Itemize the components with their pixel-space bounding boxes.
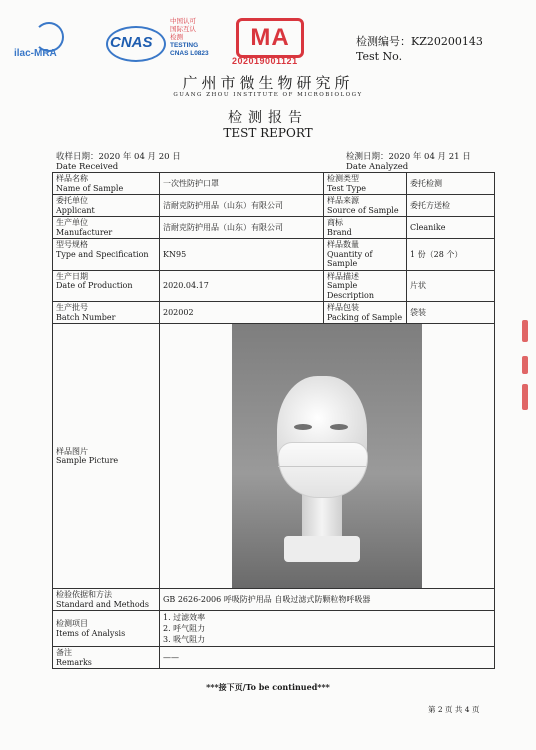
remarks-label-en: Remarks (56, 657, 92, 667)
sample-info-table (52, 172, 495, 669)
description-label-en: Sample Description (327, 281, 374, 300)
label-cell (53, 324, 160, 589)
applicant-value: 洁耐克防护用品（山东）有限公司 (160, 195, 324, 217)
standard-value: GB 2626-2006 呼吸防护用品 自吸过滤式防颗粒物呼吸器 (160, 589, 495, 611)
label-cell (324, 217, 407, 239)
label-cell (324, 173, 407, 195)
table-row (53, 217, 495, 239)
picture-label-en: Sample Picture (56, 456, 119, 465)
remarks-label-cn: 备注 (56, 648, 72, 657)
cnas-logo (106, 22, 166, 62)
type-label-en: Type and Specification (56, 249, 149, 259)
stamp-fragment (522, 356, 528, 374)
items-label-en: Items of Analysis (56, 628, 126, 638)
report-number-value: KZ20200143 (411, 35, 483, 48)
standard-label-en: Standard and Methods (56, 599, 149, 609)
test-type-value: 委托检测 (407, 173, 495, 195)
manufacturer-value: 洁耐克防护用品（山东）有限公司 (160, 217, 324, 239)
label-cell (53, 611, 160, 647)
stamp-fragment (522, 384, 528, 410)
items-label-cn: 检测项目 (56, 619, 88, 628)
institute-name-en: GUANG ZHOU INSTITUTE OF MICROBIOLOGY (173, 92, 363, 98)
source-label-cn: 样品来源 (327, 196, 359, 205)
report-title-en: TEST REPORT (223, 126, 313, 140)
table-row (53, 302, 495, 324)
label-cell (324, 239, 407, 271)
cma-number: 202019001121 (232, 56, 298, 66)
analysis-item: 3. 吸气阻力 (163, 635, 206, 644)
brand-label-cn: 商标 (327, 218, 343, 227)
continued-note: ***接下页/To be continued*** (206, 682, 330, 692)
type-label-cn: 型号规格 (56, 240, 88, 249)
type-value: KN95 (160, 239, 324, 271)
label-cell (53, 270, 160, 302)
sample-name-label-en: Name of Sample (56, 183, 124, 193)
institute-name-cn: 广州市微生物研究所 (182, 74, 354, 92)
cnas-info-line: 中国认可 (170, 18, 196, 25)
mannequin-eye (294, 424, 312, 430)
ilac-logo-text: ilac-MRA (14, 48, 57, 59)
brand-label-en: Brand (327, 227, 352, 237)
manufacturer-label-cn: 生产单位 (56, 218, 88, 227)
date-analyzed-en: Date Analyzed (346, 162, 409, 172)
date-analyzed (346, 152, 471, 172)
analysis-item: 2. 呼气阻力 (163, 624, 206, 633)
batch-value: 202002 (160, 302, 324, 324)
applicant-label-cn: 委托单位 (56, 196, 88, 205)
mannequin-neck (302, 492, 342, 542)
batch-label-en: Batch Number (56, 312, 116, 322)
cma-logo (232, 18, 304, 68)
label-cell (324, 270, 407, 302)
date-received-cn: 收样日期：2020 年 04 月 20 日 (56, 152, 181, 162)
cnas-info-line: 国际互认 (170, 26, 196, 33)
test-type-label-cn: 检测类型 (327, 174, 359, 183)
source-value: 委托方送检 (407, 195, 495, 217)
prod-date-label-cn: 生产日期 (56, 271, 88, 281)
applicant-label-en: Applicant (56, 205, 95, 215)
standard-label-cn: 检验依据和方法 (56, 590, 112, 599)
label-cell (324, 302, 407, 324)
brand-value: Cleanike (407, 217, 495, 239)
cnas-accreditation-info (170, 18, 240, 58)
report-number-label: 检测编号： (356, 35, 411, 48)
stamp-fragment (522, 320, 528, 342)
prod-date-value: 2020.04.17 (160, 270, 324, 302)
seal-stamp-edge (514, 320, 536, 430)
label-cell (53, 647, 160, 669)
analysis-item: 1. 过滤效率 (163, 613, 206, 622)
remarks-value: —— (160, 647, 495, 669)
packing-label-en: Packing of Sample (327, 312, 403, 322)
table-row (53, 239, 495, 271)
date-received-en: Date Received (56, 162, 119, 172)
label-cell (53, 239, 160, 271)
label-cell (324, 195, 407, 217)
sample-photo (232, 324, 422, 588)
page-number: 第 2 页 共 4 页 (428, 705, 480, 714)
description-value: 片状 (407, 270, 495, 302)
prod-date-label-en: Date of Production (56, 281, 133, 290)
cnas-logo-text: CNAS (110, 34, 153, 51)
report-title-cn: 检测报告 (228, 110, 308, 126)
quantity-value: 1 份（28 个） (407, 239, 495, 271)
date-received (56, 152, 181, 172)
date-analyzed-cn: 检测日期：2020 年 04 月 21 日 (346, 152, 471, 162)
mannequin-eye (330, 424, 348, 430)
quantity-label-en: Quantity of Sample (327, 249, 373, 268)
table-row (53, 195, 495, 217)
ilac-mra-logo (14, 22, 102, 62)
table-row (53, 589, 495, 611)
test-type-label-en: Test Type (327, 183, 367, 193)
batch-label-cn: 生产批号 (56, 303, 88, 312)
sample-picture-cell (160, 324, 495, 589)
picture-label-cn: 样品图片 (56, 446, 88, 456)
label-cell (53, 302, 160, 324)
table-row (53, 647, 495, 669)
items-value (160, 611, 495, 647)
label-cell (53, 173, 160, 195)
cma-logo-mark: MA (236, 18, 304, 58)
mannequin-base (284, 536, 360, 562)
table-row (53, 324, 495, 589)
table-row (53, 611, 495, 647)
mask-fold-line (278, 466, 366, 467)
table-row (53, 173, 495, 195)
label-cell (53, 217, 160, 239)
source-label-en: Source of Sample (327, 205, 399, 215)
description-label-cn: 样品描述 (327, 271, 359, 281)
table-row (53, 270, 495, 302)
packing-value: 袋装 (407, 302, 495, 324)
report-number (356, 34, 483, 64)
cnas-info-line: CNAS L0823 (170, 50, 209, 57)
sample-name-label-cn: 样品名称 (56, 174, 88, 183)
cnas-info-line: 检测 (170, 34, 183, 41)
cnas-info-line: TESTING (170, 42, 199, 49)
packing-label-cn: 样品包装 (327, 303, 359, 312)
report-number-label-en: Test No. (356, 50, 403, 63)
quantity-label-cn: 样品数量 (327, 240, 359, 249)
label-cell (53, 195, 160, 217)
manufacturer-label-en: Manufacturer (56, 227, 113, 237)
sample-name-value: 一次性防护口罩 (160, 173, 324, 195)
label-cell (53, 589, 160, 611)
